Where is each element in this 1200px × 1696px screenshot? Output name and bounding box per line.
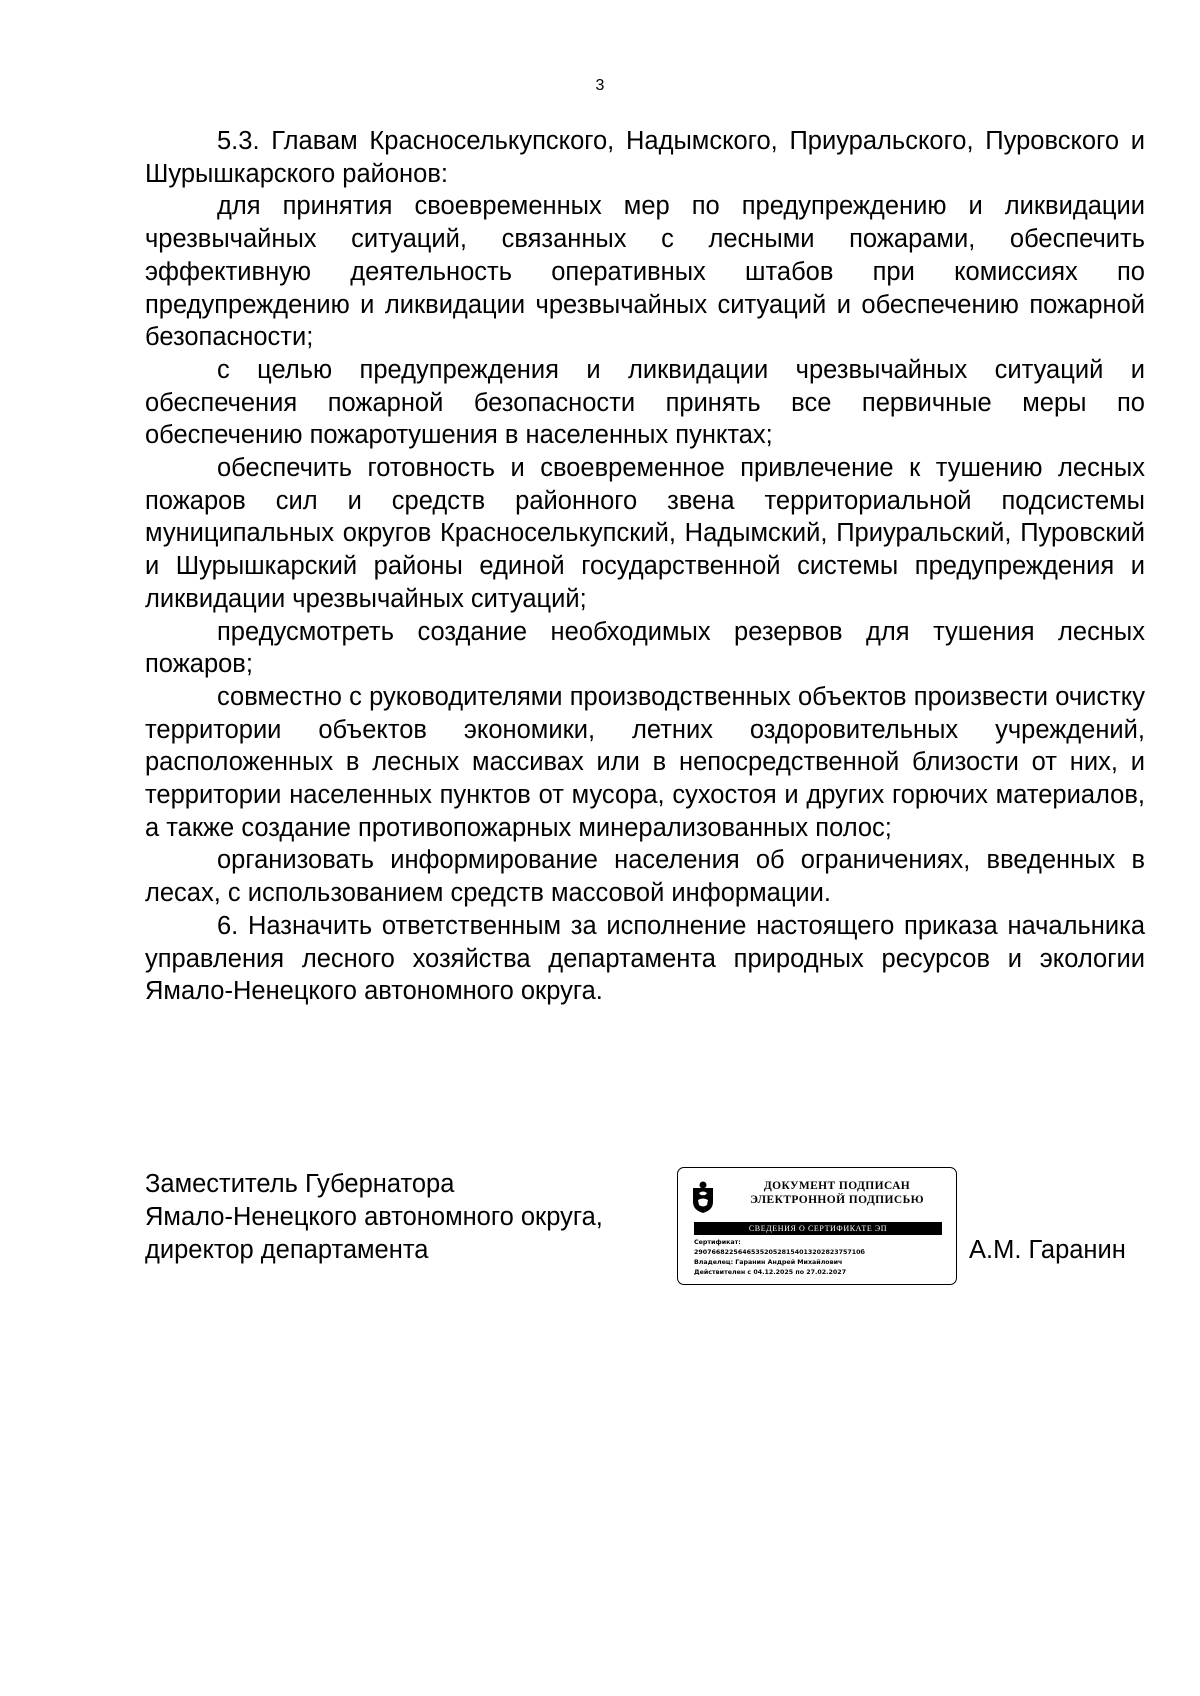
signatory-position-line: директор департамента bbox=[145, 1236, 429, 1264]
signatory-position bbox=[145, 1168, 665, 1267]
stamp-owner: Владелец: Гаранин Андрей Михайлович bbox=[694, 1259, 843, 1266]
signatory-position-line: Заместитель Губернатора bbox=[145, 1170, 455, 1198]
paragraph-readiness: обеспечить готовность и своевременное привлечение к тушению лесных пожаров сил и средств районного звена территориальной подсистемы муниципальных округов Красноселькупский, Надымский, Приуральский, Пуровский и Шурышкарский районы единой государственной системы предупреждения и ликвидации чрезвычайных ситуаций; bbox=[145, 454, 1145, 613]
electronic-signature-stamp bbox=[677, 1167, 957, 1285]
stamp-heading bbox=[724, 1179, 950, 1207]
paragraph-reserves: предусмотреть создание необходимых резервов для тушения лесных пожаров; bbox=[145, 617, 1145, 679]
paragraph-fire-safety: с целью предупреждения и ликвидации чрезвычайных ситуаций и обеспечения пожарной безопасности принять все первичные меры по обеспечению пожаротушения в населенных пунктах; bbox=[145, 355, 1145, 450]
stamp-heading-line: ДОКУМЕНТ ПОДПИСАН bbox=[763, 1180, 911, 1192]
signatory-name: А.М. Гаранин bbox=[969, 1236, 1126, 1264]
stamp-cert-label: Сертификат: bbox=[694, 1239, 741, 1246]
page-number: 3 bbox=[595, 77, 605, 94]
stamp-certificate-bar: СВЕДЕНИЯ О СЕРТИФИКАТЕ ЭП bbox=[694, 1222, 942, 1235]
stamp-heading-line: ЭЛЕКТРОННОЙ ПОДПИСЬЮ bbox=[750, 1194, 924, 1206]
paragraph-emergency-measures: для принятия своевременных мер по предупреждению и ликвидации чрезвычайных ситуаций, связанных с лесными пожарами, обеспечить эффективную деятельность оперативных штабов при комиссиях по предупреждению и ликвидации чрезвычайных ситуаций и обеспечению пожарной безопасности; bbox=[145, 192, 1145, 352]
paragraph-6-responsible: 6. Назначить ответственным за исполнение настоящего приказа начальника управления лесного хозяйства департамента природных ресурсов и экологии Ямало-Ненецкого автономного округа. bbox=[145, 911, 1145, 1006]
stamp-cert-number: 29076682256465352052815401320282375710б bbox=[694, 1249, 865, 1256]
signatory-position-line: Ямало-Ненецкого автономного округа, bbox=[145, 1203, 603, 1231]
stamp-validity: Действителен с 04.12.2025 по 27.02.2027 bbox=[694, 1269, 847, 1276]
document-body bbox=[145, 125, 1145, 1008]
paragraph-5-3: 5.3. Главам Красноселькупского, Надымского, Приуральского, Пуровского и Шурышкарского районов: bbox=[145, 127, 1145, 188]
stamp-certificate-details bbox=[694, 1238, 944, 1278]
paragraph-cleanup: совместно с руководителями производственных объектов произвести очистку территории объектов экономики, летних оздоровительных учреждений, расположенных в лесных массивах или в непосредственной близости от них, и территории населенных пунктов от мусора, сухостоя и других горючих материалов, а также создание противопожарных минерализованных полос; bbox=[145, 682, 1145, 842]
paragraph-informing: организовать информирование населения об ограничениях, введенных в лесах, с использованием средств массовой информации. bbox=[145, 846, 1145, 908]
yanao-coat-of-arms-icon bbox=[690, 1180, 716, 1214]
